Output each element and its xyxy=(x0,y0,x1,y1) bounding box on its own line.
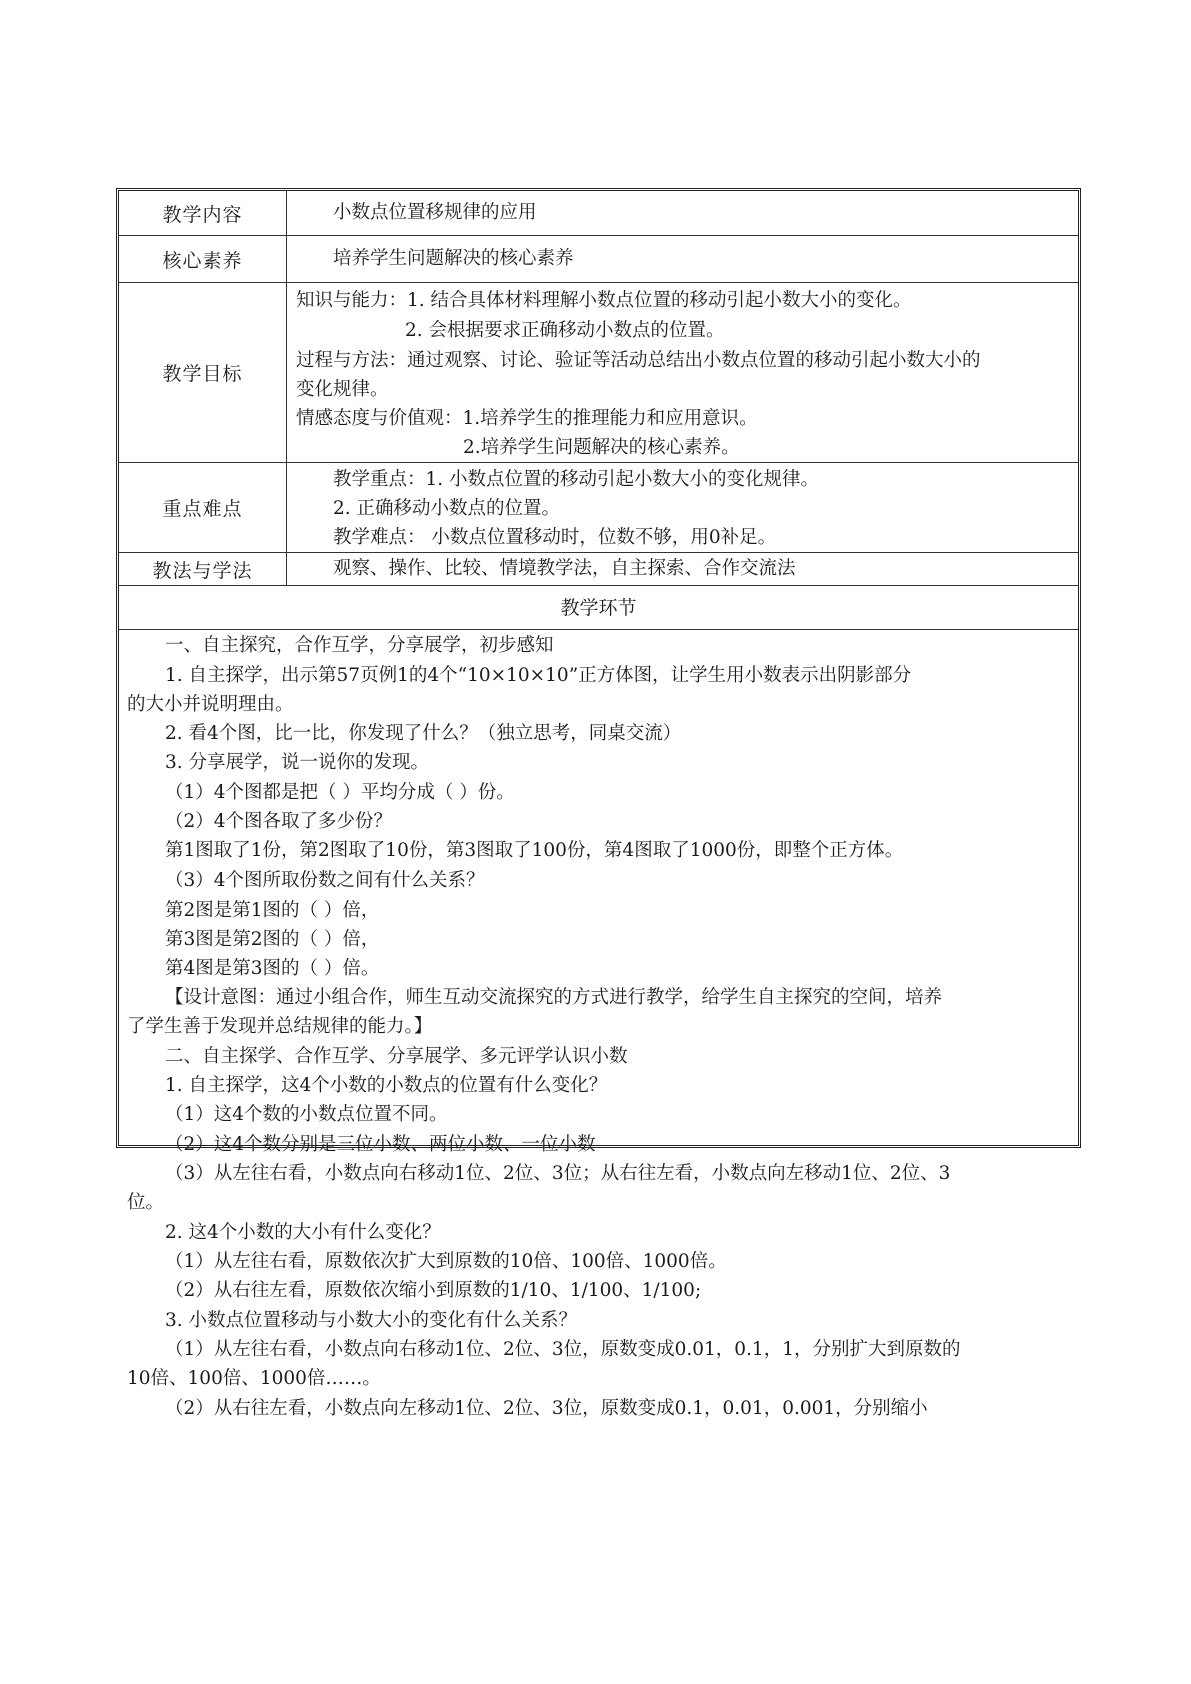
keypoint-line: 教学难点： 小数点位置移动时，位数不够，用0补足。 xyxy=(333,527,777,548)
value-core-literacy: 培养学生问题解决的核心素养 xyxy=(333,248,574,269)
objective-line: 2.培养学生问题解决的核心素养。 xyxy=(463,437,740,458)
value-teaching-content: 小数点位置移规律的应用 xyxy=(333,202,537,223)
process-line: 2. 这4个小数的大小有什么变化？ xyxy=(165,1222,441,1243)
process-line: 的大小并说明理由。 xyxy=(127,694,294,715)
process-line: 【设计意图：通过小组合作，师生互动交流探究的方式进行教学，给学生自主探究的空间，培养 xyxy=(165,987,943,1008)
process-line: 2. 看4个图，比一比，你发现了什么？（独立思考，同桌交流） xyxy=(165,723,682,744)
process-line: 第1图取了1份，第2图取了10份，第3图取了100份，第4图取了1000份，即整个正方体。 xyxy=(165,840,904,861)
label-core-literacy: 核心素养 xyxy=(119,236,287,282)
label-teaching-content: 教学内容 xyxy=(119,191,287,235)
process-line: （2）这4个数分别是三位小数、两位小数、一位小数 xyxy=(165,1134,596,1155)
row-key-difficult-points xyxy=(119,463,1078,553)
process-line: 第4图是第3图的（ ）倍。 xyxy=(165,958,380,979)
row-teaching-objectives xyxy=(119,283,1078,463)
objective-line: 过程与方法：通过观察、讨论、验证等活动总结出小数点位置的移动引起小数大小的 xyxy=(296,350,981,371)
process-line: （1）这4个数的小数点位置不同。 xyxy=(165,1104,448,1125)
value-teaching-methods: 观察、操作、比较、情境教学法，自主探索、合作交流法 xyxy=(333,558,796,579)
process-line: 二、自主探学、合作互学、分享展学、多元评学认识小数 xyxy=(165,1046,628,1067)
process-line: （1）从左往右看，原数依次扩大到原数的10倍、100倍、1000倍。 xyxy=(165,1251,727,1272)
label-teaching-methods: 教法与学法 xyxy=(119,553,287,585)
process-line: 3. 分享展学，说一说你的发现。 xyxy=(165,752,430,773)
process-header: 教学环节 xyxy=(560,597,637,619)
process-line: （2）从右往左看，小数点向左移动1位、2位、3位，原数变成0.1，0.01，0.001，分别缩小 xyxy=(165,1398,928,1419)
row-core-literacy xyxy=(119,236,1078,283)
label-teaching-objectives: 教学目标 xyxy=(119,283,287,462)
keypoint-line: 2. 正确移动小数点的位置。 xyxy=(333,498,561,519)
process-line: 1. 自主探学，出示第57页例1的4个“10×10×10”正方体图，让学生用小数表示出阴影部分 xyxy=(165,665,912,686)
process-line: （3）从左往右看，小数点向右移动1位、2位、3位；从右往左看，小数点向左移动1位、2位、3 xyxy=(165,1163,951,1184)
process-line: 10倍、100倍、1000倍……。 xyxy=(127,1368,381,1389)
objective-line: 情感态度与价值观：1.培养学生的推理能力和应用意识。 xyxy=(296,408,758,429)
process-line: 1. 自主探学，这4个小数的小数点的位置有什么变化？ xyxy=(165,1075,608,1096)
row-teaching-process xyxy=(119,630,1078,1419)
process-line: （2）4个图各取了多少份？ xyxy=(165,811,393,832)
keypoint-line: 教学重点：1. 小数点位置的移动引起小数大小的变化规律。 xyxy=(333,469,820,490)
objective-line: 2. 会根据要求正确移动小数点的位置。 xyxy=(405,320,725,341)
process-line: 一、自主探究，合作互学，分享展学，初步感知 xyxy=(165,635,554,656)
process-line: （2）从右往左看，原数依次缩小到原数的1/10、1/100、1/100; xyxy=(165,1280,702,1301)
process-line: （3）4个图所取份数之间有什么关系？ xyxy=(165,870,485,891)
process-line: 第2图是第1图的（ ）倍， xyxy=(165,900,380,921)
lesson-plan-table xyxy=(116,188,1081,1419)
process-line: 第3图是第2图的（ ）倍， xyxy=(165,929,380,950)
process-line: （1）从左往右看，小数点向右移动1位、2位、3位，原数变成0.01，0.1，1，分别扩大到原数的 xyxy=(165,1339,961,1360)
objective-line: 变化规律。 xyxy=(296,379,389,400)
objective-line: 知识与能力：1. 结合具体材料理解小数点位置的移动引起小数大小的变化。 xyxy=(296,290,912,311)
label-key-difficult-points: 重点难点 xyxy=(119,463,287,552)
process-line: （1）4个图都是把（ ）平均分成（ ）份。 xyxy=(165,782,515,803)
process-line: 3. 小数点位置移动与小数大小的变化有什么关系？ xyxy=(165,1310,578,1331)
row-teaching-content xyxy=(119,191,1078,236)
process-line: 了学生善于发现并总结规律的能力。】 xyxy=(127,1016,433,1037)
row-teaching-methods xyxy=(119,553,1078,586)
row-process-header xyxy=(119,586,1078,630)
process-line: 位。 xyxy=(127,1192,165,1213)
